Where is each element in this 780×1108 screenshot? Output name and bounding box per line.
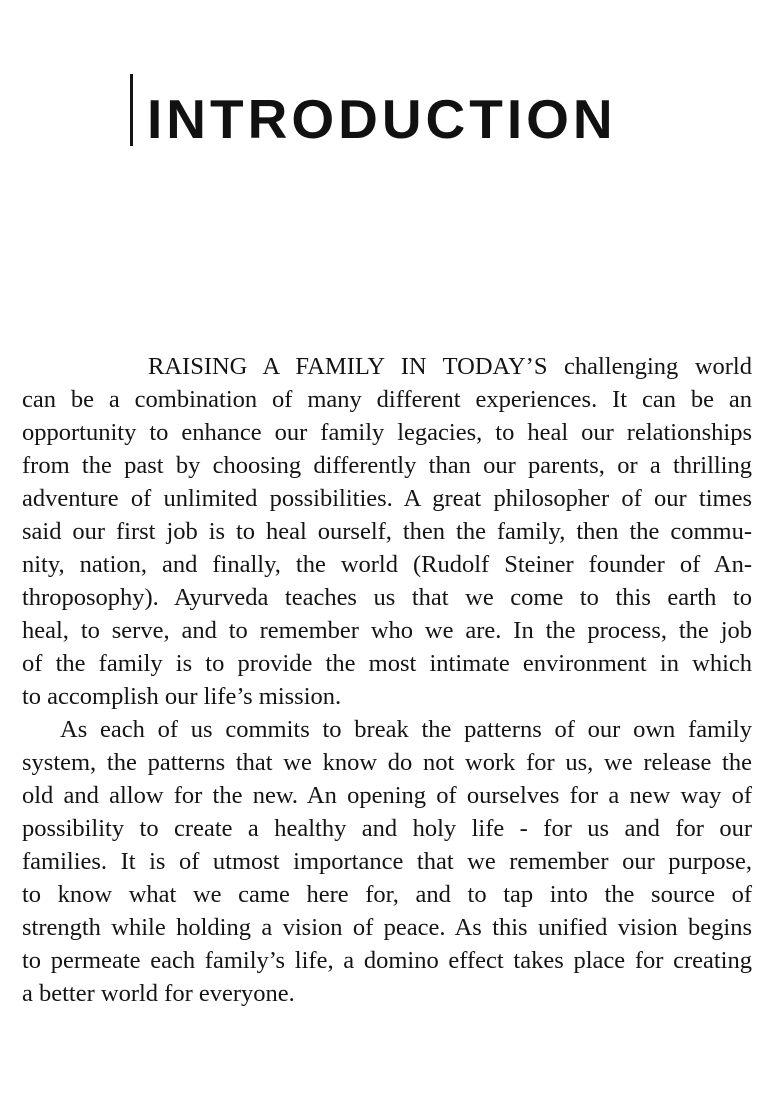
text-line: from the past by choosing differently than our parents, or a thrilling [22, 452, 752, 479]
text-line: possibility to create a healthy and holy life - for us and for our [22, 815, 752, 842]
text-line: system, the patterns that we know do not work for us, we release the [22, 749, 752, 776]
text-line: a better world for everyone. [22, 980, 295, 1007]
text-line: said our first job is to heal ourself, then the family, then the commu- [22, 518, 752, 545]
text-line: RAISING A FAMILY IN TODAY’S challenging world [148, 353, 752, 380]
text-line: to accomplish our life’s mission. [22, 683, 342, 710]
paragraph-1 [22, 350, 752, 713]
text-line: strength while holding a vision of peace. As this unified vision begins [22, 914, 752, 941]
body-text [22, 350, 752, 1010]
chapter-title: INTRODUCTION [147, 88, 617, 150]
text-line: families. It is of utmost importance that we remember our purpose, [22, 848, 752, 875]
text-line: adventure of unlimited possibilities. A great philosopher of our times [22, 485, 752, 512]
text-line: opportunity to enhance our family legacies, to heal our relationships [22, 419, 752, 446]
text-line: can be a combination of many different experiences. It can be an [22, 386, 752, 413]
paragraph-2 [22, 713, 752, 1010]
text-line: old and allow for the new. An opening of ourselves for a new way of [22, 782, 752, 809]
text-line: heal, to serve, and to remember who we are. In the process, the job [22, 617, 752, 644]
text-line: of the family is to provide the most intimate environment in which [22, 650, 752, 677]
text-line: to know what we came here for, and to tap into the source of [22, 881, 752, 908]
text-line: As each of us commits to break the patterns of our own family [60, 716, 752, 743]
text-line: nity, nation, and finally, the world (Rudolf Steiner founder of An- [22, 551, 752, 578]
text-line: to permeate each family’s life, a domino effect takes place for creating [22, 947, 752, 974]
title-rule [130, 74, 133, 146]
text-line: throposophy). Ayurveda teaches us that we come to this earth to [22, 584, 752, 611]
